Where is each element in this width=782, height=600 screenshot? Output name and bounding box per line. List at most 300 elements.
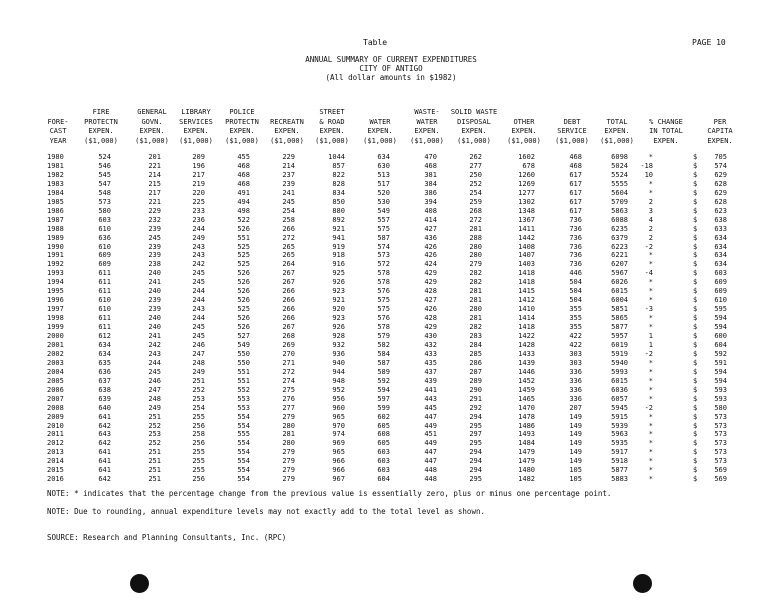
- table-cell: 245: [192, 269, 205, 278]
- table-cell: 381: [424, 170, 437, 179]
- table-cell: 468: [424, 161, 437, 170]
- year-cell: 1985: [47, 197, 64, 206]
- column-header: PER: [713, 117, 727, 126]
- binder-hole: [130, 574, 149, 593]
- table-cell: 470: [424, 153, 437, 161]
- table-cell: 241: [148, 332, 161, 340]
- column-header: % CHANGE: [649, 117, 683, 126]
- table-cell: 736: [569, 224, 582, 233]
- table-cell: 468: [569, 153, 582, 161]
- table-cell: 239: [148, 224, 161, 233]
- table-cell: 604: [714, 340, 727, 349]
- table-cell: 270: [282, 349, 295, 358]
- table-cell: 1412: [518, 296, 535, 305]
- table-cell: 569: [714, 475, 727, 484]
- column-header: FORE-: [47, 117, 69, 126]
- column-header: ($1,000): [225, 136, 259, 145]
- table-cell: 424: [424, 260, 437, 269]
- table-cell: 1302: [518, 197, 535, 206]
- table-cell: 294: [469, 448, 482, 457]
- table-cell: 530: [377, 197, 390, 206]
- table-cell: 238: [148, 260, 161, 269]
- table-cell: 1: [648, 340, 653, 349]
- table-cell: 336: [569, 376, 582, 385]
- table-cell: 272: [282, 367, 295, 376]
- table-cell: 258: [192, 430, 205, 439]
- column-header: EXPEN.: [319, 127, 345, 135]
- table-cell: 5024: [611, 161, 628, 170]
- table-cell: 282: [469, 278, 482, 287]
- table-cell: 303: [569, 349, 582, 358]
- table-cell: 573: [714, 412, 727, 421]
- table-cell: 547: [98, 179, 111, 188]
- table-cell: 422: [569, 332, 582, 340]
- table-cell: 5851: [611, 305, 628, 314]
- table-cell: 594: [714, 323, 727, 332]
- table-cell: 584: [377, 349, 390, 358]
- table-cell: 960: [332, 403, 345, 412]
- table-cell: 215: [148, 179, 161, 188]
- table-cell: 634: [714, 233, 727, 242]
- table-cell: 1470: [518, 403, 535, 412]
- table-cell: 595: [714, 305, 727, 314]
- source-note: SOURCE: Research and Planning Consultants, Inc. (RPC): [47, 533, 287, 542]
- table-cell: 233: [192, 206, 205, 215]
- table-cell: 609: [98, 260, 111, 269]
- table-cell: 243: [148, 349, 161, 358]
- currency-symbol: $: [693, 197, 698, 206]
- table-cell: 297: [469, 430, 482, 439]
- table-cell: 1411: [518, 224, 535, 233]
- table-cell: *: [648, 179, 653, 188]
- column-header: EXPEN.: [274, 127, 300, 135]
- table-cell: 573: [714, 430, 727, 439]
- table-cell: 1414: [518, 314, 535, 323]
- table-cell: 609: [714, 278, 727, 287]
- table-cell: 611: [98, 323, 111, 332]
- table-cell: 634: [377, 153, 390, 161]
- table-cell: 268: [469, 206, 482, 215]
- column-header: EXPEN.: [183, 127, 209, 135]
- table-cell: 494: [237, 197, 250, 206]
- table-cell: 1348: [518, 206, 535, 215]
- year-cell: 1992: [47, 260, 64, 269]
- table-cell: 941: [332, 233, 345, 242]
- table-cell: 925: [332, 269, 345, 278]
- currency-symbol: $: [693, 161, 698, 170]
- table-cell: 880: [332, 206, 345, 215]
- year-cell: 1991: [47, 251, 64, 260]
- table-cell: 284: [469, 340, 482, 349]
- table-cell: 266: [282, 314, 295, 323]
- table-cell: 5963: [611, 430, 628, 439]
- table-cell: 149: [569, 421, 582, 430]
- year-cell: 1990: [47, 242, 64, 251]
- table-cell: 1452: [518, 376, 535, 385]
- table-cell: 736: [569, 260, 582, 269]
- table-cell: 6036: [611, 385, 628, 394]
- column-header: ($1,000): [270, 136, 304, 145]
- table-cell: 524: [98, 153, 111, 161]
- year-cell: 1995: [47, 287, 64, 296]
- table-cell: 548: [98, 188, 111, 197]
- table-cell: 241: [148, 278, 161, 287]
- currency-symbol: $: [693, 385, 698, 394]
- currency-symbol: $: [693, 457, 698, 466]
- table-cell: 255: [192, 448, 205, 457]
- column-header: ($1,000): [600, 136, 634, 145]
- column-header: EXPEN.: [511, 127, 537, 135]
- binder-hole: [633, 574, 652, 593]
- table-cell: 256: [192, 439, 205, 448]
- table-cell: 6015: [611, 376, 628, 385]
- currency-symbol: $: [693, 367, 698, 376]
- table-cell: 527: [237, 332, 250, 340]
- table-cell: 430: [424, 332, 437, 340]
- table-cell: 635: [98, 358, 111, 367]
- table-cell: 239: [148, 305, 161, 314]
- table-cell: 248: [148, 394, 161, 403]
- table-cell: 928: [332, 332, 345, 340]
- table-cell: 594: [714, 314, 727, 323]
- table-cell: 336: [569, 394, 582, 403]
- table-cell: -2: [644, 403, 653, 412]
- table-cell: 639: [98, 394, 111, 403]
- currency-symbol: $: [693, 323, 698, 332]
- table-cell: 276: [282, 394, 295, 403]
- year-cell: 2006: [47, 385, 64, 394]
- table-cell: 573: [714, 439, 727, 448]
- table-cell: 275: [282, 385, 295, 394]
- table-cell: 1484: [518, 439, 535, 448]
- year-cell: 2003: [47, 358, 64, 367]
- column-header: WATER: [416, 117, 438, 126]
- table-cell: 5865: [611, 314, 628, 323]
- table-cell: 575: [377, 224, 390, 233]
- table-cell: 970: [332, 421, 345, 430]
- table-cell: 294: [469, 412, 482, 421]
- table-cell: 252: [192, 385, 205, 394]
- year-cell: 2002: [47, 349, 64, 358]
- table-cell: 1418: [518, 323, 535, 332]
- table-cell: 254: [469, 188, 482, 197]
- currency-symbol: $: [693, 403, 698, 412]
- table-cell: 5524: [611, 170, 628, 179]
- year-cell: 1983: [47, 179, 64, 188]
- table-cell: 1479: [518, 457, 535, 466]
- table-cell: 336: [569, 385, 582, 394]
- table-cell: 243: [192, 242, 205, 251]
- table-cell: 295: [469, 439, 482, 448]
- table-cell: 196: [192, 161, 205, 170]
- table-cell: 578: [377, 269, 390, 278]
- table-cell: 2: [648, 197, 653, 206]
- table-cell: 5939: [611, 421, 628, 430]
- table-cell: 575: [377, 296, 390, 305]
- table-cell: 5877: [611, 323, 628, 332]
- table-cell: 921: [332, 224, 345, 233]
- table-cell: 1433: [518, 349, 535, 358]
- table-cell: 279: [282, 475, 295, 484]
- table-cell: 604: [377, 475, 390, 484]
- year-cell: 2014: [47, 457, 64, 466]
- currency-symbol: $: [693, 269, 698, 278]
- note-rounding: NOTE: Due to rounding, annual expenditure levels may not exactly add to the total level as shown.: [47, 507, 485, 516]
- table-cell: 267: [282, 278, 295, 287]
- table-cell: 149: [569, 412, 582, 421]
- table-cell: 1480: [518, 466, 535, 475]
- table-cell: 1446: [518, 367, 535, 376]
- table-cell: *: [648, 188, 653, 197]
- column-header: EXPEN.: [414, 127, 440, 135]
- currency-symbol: $: [693, 215, 698, 224]
- table-cell: 575: [377, 305, 390, 314]
- table-cell: 294: [469, 466, 482, 475]
- table-cell: 246: [192, 340, 205, 349]
- currency-symbol: $: [693, 224, 698, 233]
- table-cell: 705: [714, 153, 727, 161]
- table-cell: 5918: [611, 457, 628, 466]
- table-cell: 593: [714, 385, 727, 394]
- table-cell: 926: [332, 323, 345, 332]
- table-cell: 6235: [611, 224, 628, 233]
- table-cell: 426: [424, 242, 437, 251]
- year-cell: 2012: [47, 439, 64, 448]
- table-cell: 603: [714, 269, 727, 278]
- table-cell: 633: [714, 224, 727, 233]
- table-cell: 578: [377, 278, 390, 287]
- table-cell: 245: [192, 332, 205, 340]
- table-cell: 408: [424, 206, 437, 215]
- table-cell: 6221: [611, 251, 628, 260]
- year-cell: 1982: [47, 170, 64, 179]
- table-cell: 6057: [611, 394, 628, 403]
- table-cell: 974: [332, 430, 345, 439]
- table-cell: 678: [522, 161, 535, 170]
- table-cell: 1465: [518, 394, 535, 403]
- table-cell: 1407: [518, 251, 535, 260]
- table-cell: *: [648, 475, 653, 484]
- table-cell: 594: [377, 385, 390, 394]
- table-cell: 5555: [611, 179, 628, 188]
- table-cell: 247: [192, 349, 205, 358]
- table-cell: 277: [282, 403, 295, 412]
- table-cell: 447: [424, 457, 437, 466]
- column-header: RECREATN: [270, 117, 304, 126]
- column-header: ($1,000): [135, 136, 169, 145]
- table-cell: 447: [424, 412, 437, 421]
- table-cell: 1418: [518, 278, 535, 287]
- table-cell: 634: [714, 251, 727, 260]
- table-cell: 256: [192, 421, 205, 430]
- table-cell: 526: [237, 296, 250, 305]
- table-cell: 281: [469, 314, 482, 323]
- table-cell: 250: [469, 170, 482, 179]
- column-header: EXPEN.: [139, 127, 165, 135]
- table-cell: 545: [98, 170, 111, 179]
- table-cell: 287: [469, 367, 482, 376]
- table-cell: 546: [98, 161, 111, 170]
- year-cell: 1981: [47, 161, 64, 170]
- table-cell: 594: [714, 367, 727, 376]
- table-cell: 919: [332, 242, 345, 251]
- table-cell: 5877: [611, 466, 628, 475]
- table-cell: 6223: [611, 242, 628, 251]
- table-cell: 279: [282, 466, 295, 475]
- table-cell: 594: [714, 376, 727, 385]
- table-cell: *: [648, 421, 653, 430]
- table-cell: 923: [332, 314, 345, 323]
- table-cell: 526: [237, 314, 250, 323]
- column-header: GENERAL: [137, 108, 167, 116]
- table-cell: *: [648, 466, 653, 475]
- table-cell: 6379: [611, 233, 628, 242]
- table-cell: 253: [192, 394, 205, 403]
- table-cell: 255: [192, 466, 205, 475]
- table-cell: 279: [282, 412, 295, 421]
- column-header: DEBT: [563, 117, 581, 126]
- table-cell: 225: [192, 197, 205, 206]
- table-cell: 336: [569, 367, 582, 376]
- table-cell: 281: [469, 296, 482, 305]
- table-cell: 1428: [518, 340, 535, 349]
- column-header: CAPITA: [707, 127, 733, 135]
- year-cell: 2009: [47, 412, 64, 421]
- column-header: ($1,000): [179, 136, 213, 145]
- table-cell: 2: [648, 224, 653, 233]
- column-header: ($1,000): [84, 136, 118, 145]
- column-header: EXPEN.: [88, 127, 114, 135]
- column-header: & ROAD: [319, 117, 345, 126]
- table-cell: 6098: [611, 153, 628, 161]
- currency-symbol: $: [693, 394, 698, 403]
- table-cell: 243: [192, 305, 205, 314]
- table-cell: *: [648, 385, 653, 394]
- year-cell: 2001: [47, 340, 64, 349]
- table-cell: *: [648, 287, 653, 296]
- table-cell: 551: [237, 233, 250, 242]
- table-cell: 520: [377, 188, 390, 197]
- table-cell: 965: [332, 448, 345, 457]
- table-cell: 1442: [518, 233, 535, 242]
- table-cell: 427: [424, 224, 437, 233]
- table-cell: 554: [237, 475, 250, 484]
- table-cell: 969: [332, 439, 345, 448]
- currency-symbol: $: [693, 358, 698, 367]
- table-cell: 965: [332, 412, 345, 421]
- currency-symbol: $: [693, 153, 698, 161]
- table-cell: 553: [237, 394, 250, 403]
- table-cell: 551: [237, 376, 250, 385]
- table-cell: -18: [640, 161, 653, 170]
- table-cell: 1418: [518, 269, 535, 278]
- table-cell: 256: [192, 475, 205, 484]
- table-cell: 272: [282, 233, 295, 242]
- table-cell: 498: [237, 206, 250, 215]
- year-cell: 2008: [47, 403, 64, 412]
- table-cell: 437: [424, 367, 437, 376]
- table-cell: 255: [192, 412, 205, 421]
- table-cell: 1439: [518, 358, 535, 367]
- table-cell: 554: [237, 421, 250, 430]
- table-cell: 572: [377, 260, 390, 269]
- table-cell: 491: [237, 188, 250, 197]
- table-cell: 1459: [518, 385, 535, 394]
- column-header: WASTE-: [414, 108, 440, 116]
- table-cell: 441: [424, 385, 437, 394]
- table-cell: 240: [148, 314, 161, 323]
- column-header: SERVICES: [179, 117, 213, 126]
- table-cell: 289: [469, 376, 482, 385]
- table-cell: 455: [237, 153, 250, 161]
- table-cell: 603: [98, 215, 111, 224]
- table-cell: 232: [148, 215, 161, 224]
- table-cell: 642: [98, 475, 111, 484]
- column-header: ($1,000): [410, 136, 444, 145]
- year-cell: 1999: [47, 323, 64, 332]
- year-cell: 1996: [47, 296, 64, 305]
- table-cell: 592: [377, 376, 390, 385]
- table-cell: 252: [469, 179, 482, 188]
- year-cell: 2010: [47, 421, 64, 430]
- year-cell: 2016: [47, 475, 64, 484]
- table-cell: *: [648, 251, 653, 260]
- table-cell: *: [648, 367, 653, 376]
- column-header: IN TOTAL: [649, 127, 683, 135]
- table-cell: 517: [377, 179, 390, 188]
- table-cell: 245: [148, 233, 161, 242]
- table-cell: 629: [714, 188, 727, 197]
- column-header: YEAR: [49, 136, 67, 145]
- table-cell: 592: [714, 349, 727, 358]
- table-cell: 280: [282, 439, 295, 448]
- table-cell: 641: [98, 466, 111, 475]
- table-cell: 355: [569, 323, 582, 332]
- table-cell: 5957: [611, 332, 628, 340]
- table-cell: 220: [192, 188, 205, 197]
- table-cell: 446: [569, 269, 582, 278]
- column-header: POLICE: [229, 108, 255, 116]
- table-cell: 623: [714, 206, 727, 215]
- table-cell: 239: [148, 242, 161, 251]
- column-header: SOLID WASTE: [450, 108, 498, 116]
- table-cell: 295: [469, 475, 482, 484]
- year-cell: 2005: [47, 376, 64, 385]
- table-cell: 1410: [518, 305, 535, 314]
- table-cell: 736: [569, 215, 582, 224]
- table-cell: 549: [377, 206, 390, 215]
- table-cell: *: [648, 457, 653, 466]
- table-cell: 850: [332, 197, 345, 206]
- table-cell: -4: [644, 269, 653, 278]
- table-cell: 5863: [611, 206, 628, 215]
- table-cell: 554: [237, 466, 250, 475]
- table-cell: 966: [332, 466, 345, 475]
- table-cell: 587: [377, 358, 390, 367]
- currency-symbol: $: [693, 188, 698, 197]
- currency-symbol: $: [693, 233, 698, 242]
- table-cell: *: [648, 260, 653, 269]
- column-header: ($1,000): [457, 136, 491, 145]
- table-cell: 266: [282, 305, 295, 314]
- column-header: CAST: [49, 127, 67, 135]
- table-cell: 1602: [518, 153, 535, 161]
- year-cell: 2004: [47, 367, 64, 376]
- table-cell: 956: [332, 394, 345, 403]
- table-cell: 610: [98, 305, 111, 314]
- table-cell: 1479: [518, 448, 535, 457]
- document-header-title: Table: [363, 38, 388, 47]
